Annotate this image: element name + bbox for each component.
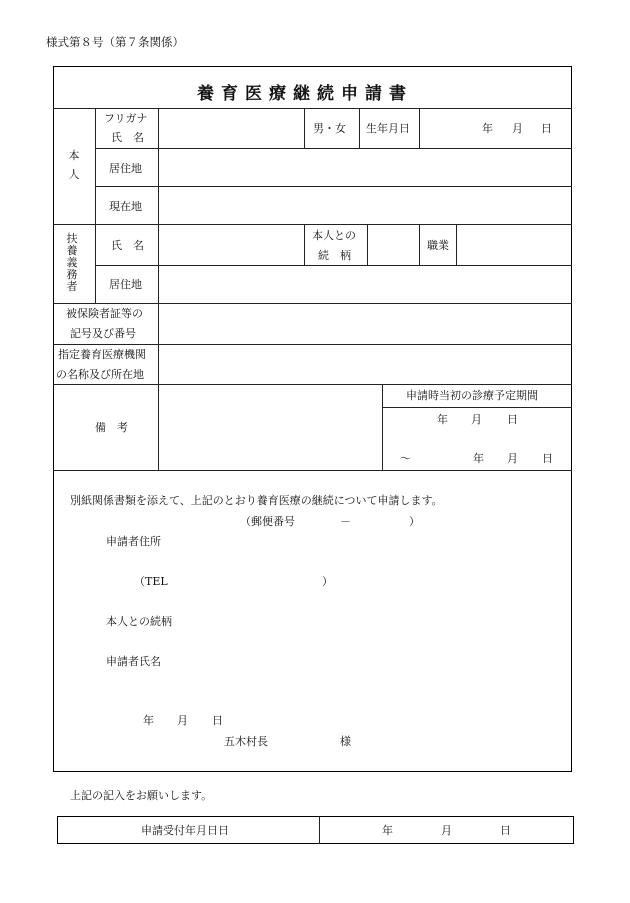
insurance-input[interactable] [160,305,570,342]
registered-address-label: 居住地 [109,162,142,175]
occupation-label: 職業 [427,239,449,252]
column-line [456,224,457,265]
registered-address-input[interactable] [160,150,570,184]
row-line [53,108,572,109]
column-line [419,224,420,265]
receipt-date-label: 申請受付年月日日 [141,824,229,837]
postal-code-dash[interactable]: － [340,515,351,528]
period-tilde: ～ [400,452,411,465]
column-line [419,108,420,148]
column-line [382,384,383,470]
period-start-day: 日 [507,413,518,426]
gender-select[interactable]: 男・女 [313,122,346,135]
row-line [95,148,572,149]
column-line [359,108,360,148]
birth-year-label: 年 [482,122,493,135]
person-name-label: 氏 名 [111,131,144,144]
applicant-relation-label: 本人との続柄 [106,615,172,628]
postal-code-open: （郵便番号 [240,515,295,528]
period-start-month: 月 [471,413,482,426]
guardian-label-char: 扶 [66,232,78,245]
guardian-relation-label-2: 続 柄 [318,249,351,262]
postal-code-close: ） [409,515,420,528]
guardian-section-label [66,233,78,293]
guardian-name-label: 氏 名 [111,239,144,252]
person-label-char: 本 [68,149,80,162]
receipt-day: 日 [500,824,511,837]
furigana-input[interactable] [160,110,302,146]
institution-label-1: 指定養育医療機関 [58,348,146,361]
receipt-month: 月 [441,824,452,837]
row-line [53,384,572,385]
furigana-label: フリガナ [104,112,148,125]
tel-close: ） [322,575,333,588]
tel-open: （TEL [134,575,168,588]
column-line [304,224,305,265]
row-line [95,186,572,187]
guardian-address-label: 居住地 [109,278,142,291]
guardian-label-char: 養 [66,244,78,257]
occupation-input[interactable] [458,226,570,263]
form-number: 様式第８号（第７条関係） [46,35,184,49]
current-address-label: 現在地 [109,200,142,213]
application-date-day: 日 [212,714,223,727]
row-line [53,470,572,471]
honorific: 様 [340,735,351,748]
column-line [367,224,368,265]
period-end-day: 日 [542,452,553,465]
period-end-year: 年 [473,452,484,465]
remarks-label: 備 考 [95,421,128,434]
receipt-year: 年 [382,824,393,837]
form-title: 養育医療継続申請書 [197,84,413,104]
insurance-label-1: 被保険者証等の [66,307,143,320]
insurance-label-2: 記号及び番号 [70,327,136,340]
column-line [158,108,159,470]
period-end-month: 月 [507,452,518,465]
period-start-year: 年 [437,413,448,426]
guardian-label-char: 義 [66,256,78,269]
institution-input[interactable] [160,346,570,382]
guardian-label-char: 務 [66,268,78,281]
addressee: 五木村長 [224,735,268,748]
person-label-char: 人 [68,168,80,181]
declaration-statement: 別紙関係書類を添えて、上記のとおり養育医療の継続について申請します。 [70,494,443,507]
guardian-relation-input[interactable] [369,226,417,263]
row-line [95,265,572,266]
current-address-input[interactable] [160,188,570,222]
birth-month-label: 月 [512,122,523,135]
guardian-relation-label-1: 本人との [312,229,356,242]
guardian-address-input[interactable] [160,267,570,301]
row-line [53,224,572,225]
applicant-name-label: 申請者氏名 [106,655,161,668]
institution-label-2: の名称及び所在地 [56,368,144,381]
row-line [53,303,572,304]
applicant-address-label: 申請者住所 [106,535,161,548]
column-line [304,108,305,148]
person-section-label [68,150,80,181]
receipt-divider [319,816,320,844]
row-line [382,407,572,408]
application-date-month: 月 [177,714,188,727]
footer-note: 上記の記入をお願いします。 [70,789,213,802]
receipt-box [57,816,574,844]
application-date-year: 年 [143,714,154,727]
period-label: 申請時当初の診療予定期間 [406,389,538,402]
guardian-name-input[interactable] [160,226,302,263]
column-line [95,108,96,303]
birth-day-label: 日 [541,122,552,135]
guardian-label-char: 者 [66,280,78,293]
row-line [53,344,572,345]
remarks-input[interactable] [160,386,380,468]
birthdate-label: 生年月日 [366,122,410,135]
